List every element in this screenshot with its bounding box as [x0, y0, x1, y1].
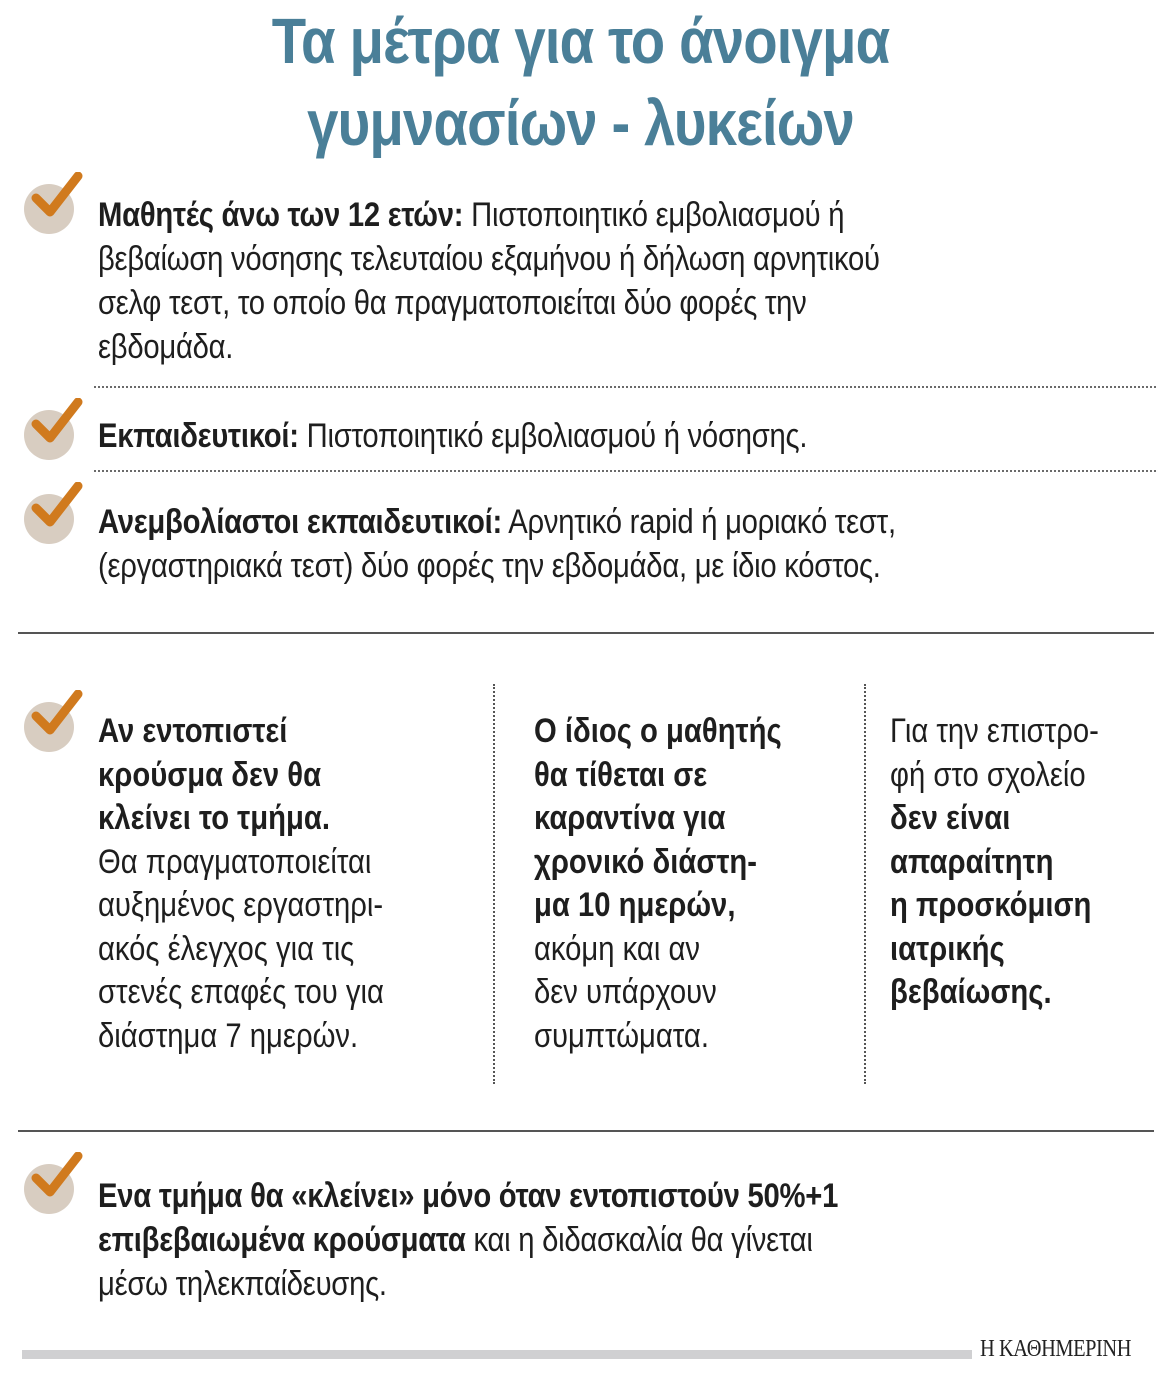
checkmark-icon	[24, 398, 84, 458]
column-quarantine: Ο ίδιος ο μαθητής θα τίθεται σε καραντίνα για χρονικό διάστη- μα 10 ημερών, ακόμη και αν δεν υπάρχουν συμπτώματα.	[534, 712, 782, 1055]
column-case-detected: Αν εντοπιστεί κρούσμα δεν θα κλείνει το τμήμα. Θα πραγματοποιείται αυξημένος εργαστηρι- ακός έλεγχος για τις στενές επαφές του για διάστημα 7 ημερών.	[98, 712, 384, 1055]
title-line-2: γυμνασίων - λυκείων	[307, 87, 854, 159]
dotted-divider	[94, 386, 1156, 388]
item-unvaccinated-teachers: Ανεμβολίαστοι εκπαιδευτικοί: Αρνητικό rapid ή μοριακό τεστ, (εργαστηριακά τεστ) δύο φορές την εβδομάδα, με ίδιο κόστος.	[98, 503, 896, 585]
checkmark-icon	[24, 172, 84, 232]
item-students-over-12: Μαθητές άνω των 12 ετών: Πιστοποιητικό εμβολιασμού ή βεβαίωση νόσησης τελευταίου εξαμήνου ή δήλωση αρνητικού σελφ τεστ, το οποίο θα πραγματοποιείται δύο φορές την εβδομάδα.	[98, 196, 880, 366]
title-line-1: Τα μέτρα για το άνοιγμα	[271, 5, 890, 77]
column-divider	[493, 684, 495, 1084]
publisher-logo: Η ΚΑΘΗΜΕΡΙΝΗ	[980, 1336, 1132, 1362]
footer-bar	[22, 1350, 972, 1359]
dotted-divider	[94, 470, 1156, 472]
section-divider	[18, 1130, 1154, 1132]
item-class-closure: Ενα τμήμα θα «κλείνει» μόνο όταν εντοπιστούν 50%+1 επιβεβαιωμένα κρούσματα και η διδασκαλία θα γίνεται μέσω τηλεκπαίδευσης.	[98, 1177, 839, 1303]
item-label: Μαθητές άνω των 12 ετών:	[98, 196, 464, 234]
item-teachers: Εκπαιδευτικοί: Πιστοποιητικό εμβολιασμού ή νόσησης.	[98, 417, 808, 455]
section-divider	[18, 632, 1154, 634]
checkmark-icon	[24, 690, 84, 750]
item-label: Ανεμβολίαστοι εκπαιδευτικοί:	[98, 503, 502, 541]
infographic-title	[70, 0, 1092, 164]
checkmark-icon	[24, 1152, 84, 1212]
item-label: Εκπαιδευτικοί:	[98, 417, 299, 455]
column-return-to-school: Για την επιστρο- φή στο σχολείο δεν είναι απαραίτητη η προσκόμιση ιατρικής βεβαίωσης.	[890, 712, 1099, 1011]
column-divider	[864, 684, 866, 1084]
checkmark-icon	[24, 482, 84, 542]
